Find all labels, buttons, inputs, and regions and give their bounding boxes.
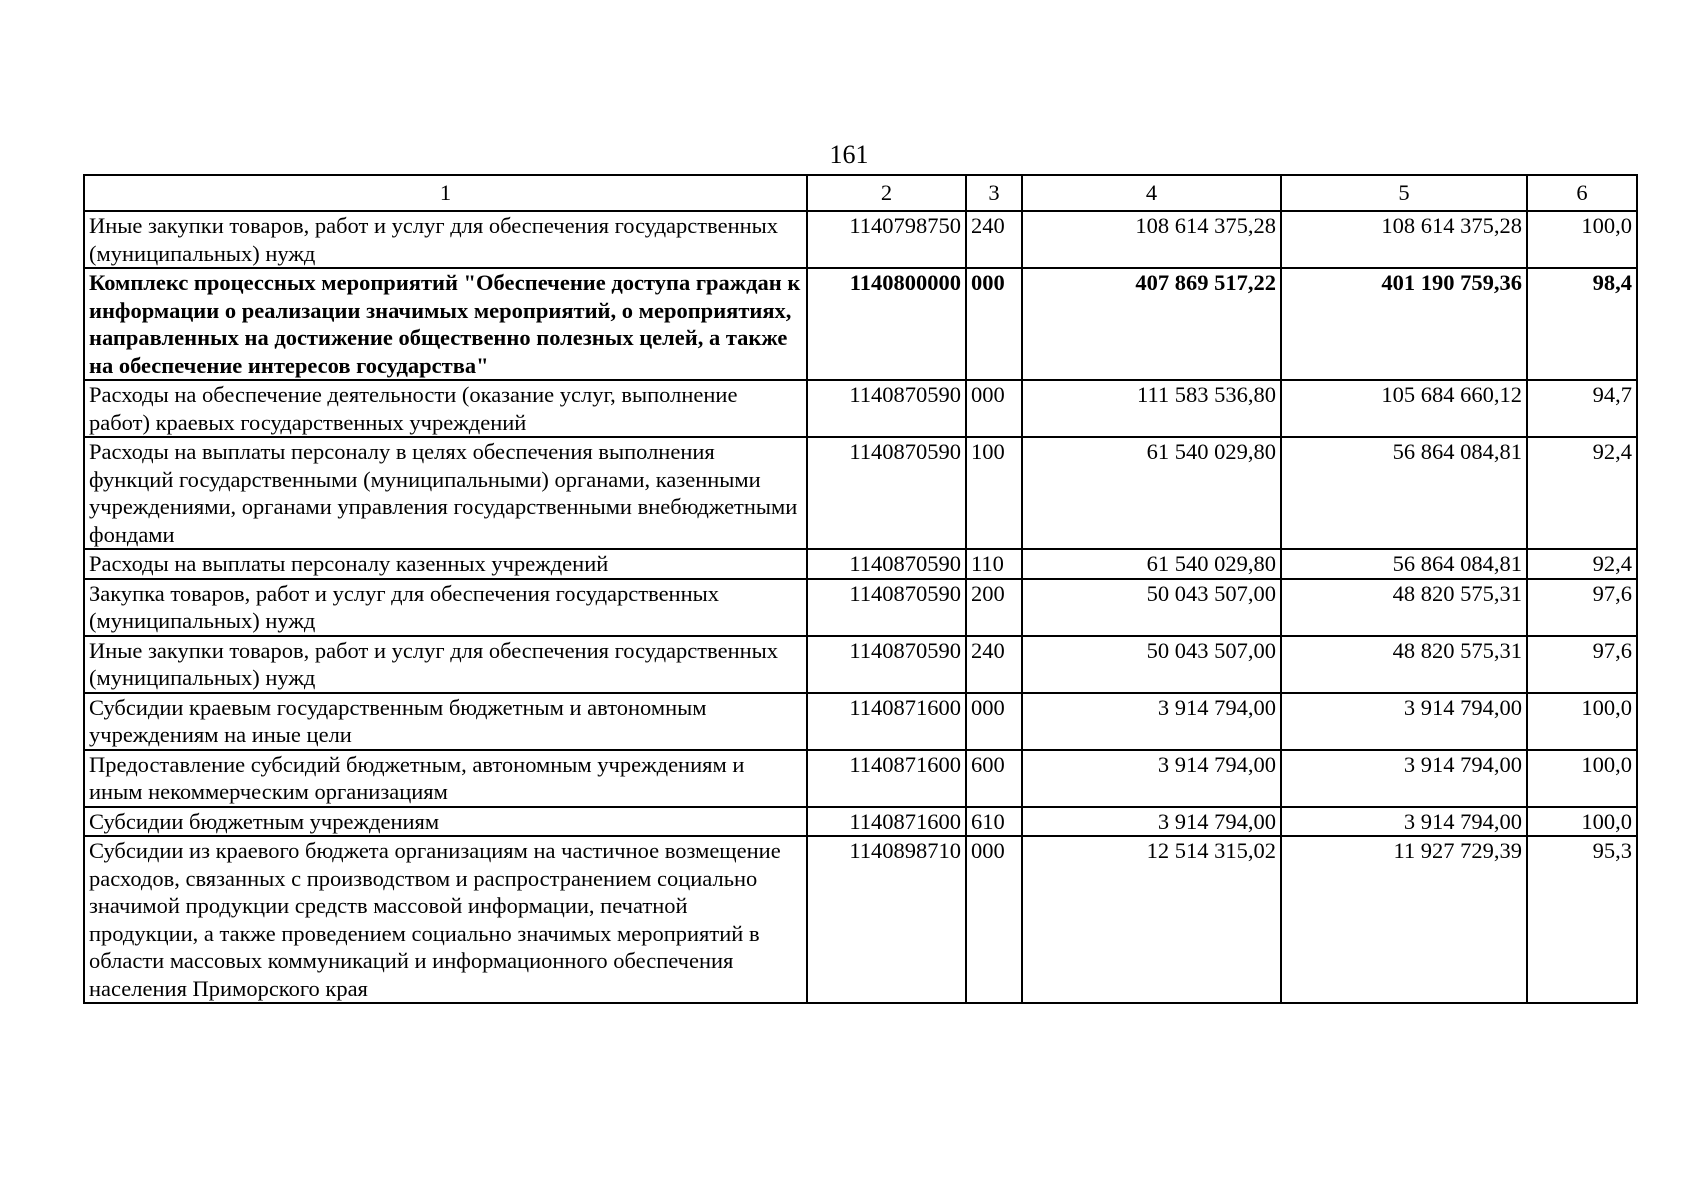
target-article-code-cell: 1140800000 bbox=[807, 268, 966, 380]
expense-type-code-cell: 600 bbox=[966, 750, 1022, 807]
item-name-cell: Расходы на выплаты персоналу казенных учреждений bbox=[84, 549, 807, 579]
target-article-code-cell: 1140870590 bbox=[807, 579, 966, 636]
planned-amount-cell: 3 914 794,00 bbox=[1022, 807, 1281, 837]
executed-amount-cell: 11 927 729,39 bbox=[1281, 836, 1527, 1003]
item-name-cell: Расходы на выплаты персоналу в целях обеспечения выполнения функций государственными (муниципальными) органами, казенными учреждениями, органами управления государственными внебюджетными фондами bbox=[84, 437, 807, 549]
page-number: 161 bbox=[829, 140, 869, 169]
executed-amount-cell: 105 684 660,12 bbox=[1281, 380, 1527, 437]
table-row bbox=[84, 211, 1637, 268]
column-header-4: 4 bbox=[1022, 175, 1281, 211]
budget-execution-table bbox=[83, 174, 1638, 1004]
item-name-cell: Комплекс процессных мероприятий "Обеспечение доступа граждан к информации о реализации значимых мероприятий, о мероприятиях, направленных на достижение общественно полезных целей, а также на обеспечение интересов государства" bbox=[84, 268, 807, 380]
execution-percent-cell: 95,3 bbox=[1527, 836, 1637, 1003]
target-article-code-cell: 1140871600 bbox=[807, 693, 966, 750]
planned-amount-cell: 61 540 029,80 bbox=[1022, 437, 1281, 549]
expense-type-code-cell: 240 bbox=[966, 636, 1022, 693]
executed-amount-cell: 3 914 794,00 bbox=[1281, 693, 1527, 750]
execution-percent-cell: 94,7 bbox=[1527, 380, 1637, 437]
execution-percent-cell: 100,0 bbox=[1527, 807, 1637, 837]
item-name-cell: Предоставление субсидий бюджетным, автономным учреждениям и иным некоммерческим организациям bbox=[84, 750, 807, 807]
execution-percent-cell: 98,4 bbox=[1527, 268, 1637, 380]
planned-amount-cell: 3 914 794,00 bbox=[1022, 693, 1281, 750]
expense-type-code-cell: 110 bbox=[966, 549, 1022, 579]
execution-percent-cell: 97,6 bbox=[1527, 636, 1637, 693]
column-number-header-row bbox=[84, 175, 1637, 211]
executed-amount-cell: 3 914 794,00 bbox=[1281, 750, 1527, 807]
target-article-code-cell: 1140898710 bbox=[807, 836, 966, 1003]
column-header-2: 2 bbox=[807, 175, 966, 211]
executed-amount-cell: 108 614 375,28 bbox=[1281, 211, 1527, 268]
expense-type-code-cell: 000 bbox=[966, 836, 1022, 1003]
execution-percent-cell: 100,0 bbox=[1527, 750, 1637, 807]
executed-amount-cell: 48 820 575,31 bbox=[1281, 636, 1527, 693]
execution-percent-cell: 92,4 bbox=[1527, 549, 1637, 579]
execution-percent-cell: 100,0 bbox=[1527, 211, 1637, 268]
planned-amount-cell: 12 514 315,02 bbox=[1022, 836, 1281, 1003]
execution-percent-cell: 97,6 bbox=[1527, 579, 1637, 636]
planned-amount-cell: 50 043 507,00 bbox=[1022, 636, 1281, 693]
target-article-code-cell: 1140870590 bbox=[807, 549, 966, 579]
executed-amount-cell: 56 864 084,81 bbox=[1281, 549, 1527, 579]
item-name-cell: Субсидии краевым государственным бюджетным и автономным учреждениям на иные цели bbox=[84, 693, 807, 750]
expense-type-code-cell: 100 bbox=[966, 437, 1022, 549]
execution-percent-cell: 100,0 bbox=[1527, 693, 1637, 750]
planned-amount-cell: 407 869 517,22 bbox=[1022, 268, 1281, 380]
planned-amount-cell: 50 043 507,00 bbox=[1022, 579, 1281, 636]
expense-type-code-cell: 000 bbox=[966, 268, 1022, 380]
expense-type-code-cell: 000 bbox=[966, 693, 1022, 750]
table-row bbox=[84, 836, 1637, 1003]
item-name-cell: Иные закупки товаров, работ и услуг для обеспечения государственных (муниципальных) нужд bbox=[84, 636, 807, 693]
item-name-cell: Субсидии бюджетным учреждениям bbox=[84, 807, 807, 837]
target-article-code-cell: 1140871600 bbox=[807, 750, 966, 807]
target-article-code-cell: 1140798750 bbox=[807, 211, 966, 268]
target-article-code-cell: 1140870590 bbox=[807, 380, 966, 437]
planned-amount-cell: 111 583 536,80 bbox=[1022, 380, 1281, 437]
item-name-cell: Расходы на обеспечение деятельности (оказание услуг, выполнение работ) краевых государственных учреждений bbox=[84, 380, 807, 437]
table-row bbox=[84, 268, 1637, 380]
executed-amount-cell: 3 914 794,00 bbox=[1281, 807, 1527, 837]
column-header-1: 1 bbox=[84, 175, 807, 211]
execution-percent-cell: 92,4 bbox=[1527, 437, 1637, 549]
executed-amount-cell: 56 864 084,81 bbox=[1281, 437, 1527, 549]
planned-amount-cell: 3 914 794,00 bbox=[1022, 750, 1281, 807]
table-row bbox=[84, 807, 1637, 837]
item-name-cell: Иные закупки товаров, работ и услуг для обеспечения государственных (муниципальных) нужд bbox=[84, 211, 807, 268]
column-header-3: 3 bbox=[966, 175, 1022, 211]
table-row bbox=[84, 437, 1637, 549]
planned-amount-cell: 108 614 375,28 bbox=[1022, 211, 1281, 268]
expense-type-code-cell: 000 bbox=[966, 380, 1022, 437]
target-article-code-cell: 1140870590 bbox=[807, 636, 966, 693]
planned-amount-cell: 61 540 029,80 bbox=[1022, 549, 1281, 579]
item-name-cell: Закупка товаров, работ и услуг для обеспечения государственных (муниципальных) нужд bbox=[84, 579, 807, 636]
target-article-code-cell: 1140870590 bbox=[807, 437, 966, 549]
table-row bbox=[84, 750, 1637, 807]
expense-type-code-cell: 240 bbox=[966, 211, 1022, 268]
table-row bbox=[84, 693, 1637, 750]
item-name-cell: Субсидии из краевого бюджета организациям на частичное возмещение расходов, связанных с производством и распространением социально значимой продукции средств массовой информации, печатной продукции, а также проведением социально значимых мероприятий в области массовых коммуникаций и информационного обеспечения населения Приморского края bbox=[84, 836, 807, 1003]
column-header-6: 6 bbox=[1527, 175, 1637, 211]
target-article-code-cell: 1140871600 bbox=[807, 807, 966, 837]
column-header-5: 5 bbox=[1281, 175, 1527, 211]
table-row bbox=[84, 636, 1637, 693]
table-row bbox=[84, 380, 1637, 437]
executed-amount-cell: 401 190 759,36 bbox=[1281, 268, 1527, 380]
expense-type-code-cell: 610 bbox=[966, 807, 1022, 837]
table-row bbox=[84, 549, 1637, 579]
table-row bbox=[84, 579, 1637, 636]
expense-type-code-cell: 200 bbox=[966, 579, 1022, 636]
executed-amount-cell: 48 820 575,31 bbox=[1281, 579, 1527, 636]
